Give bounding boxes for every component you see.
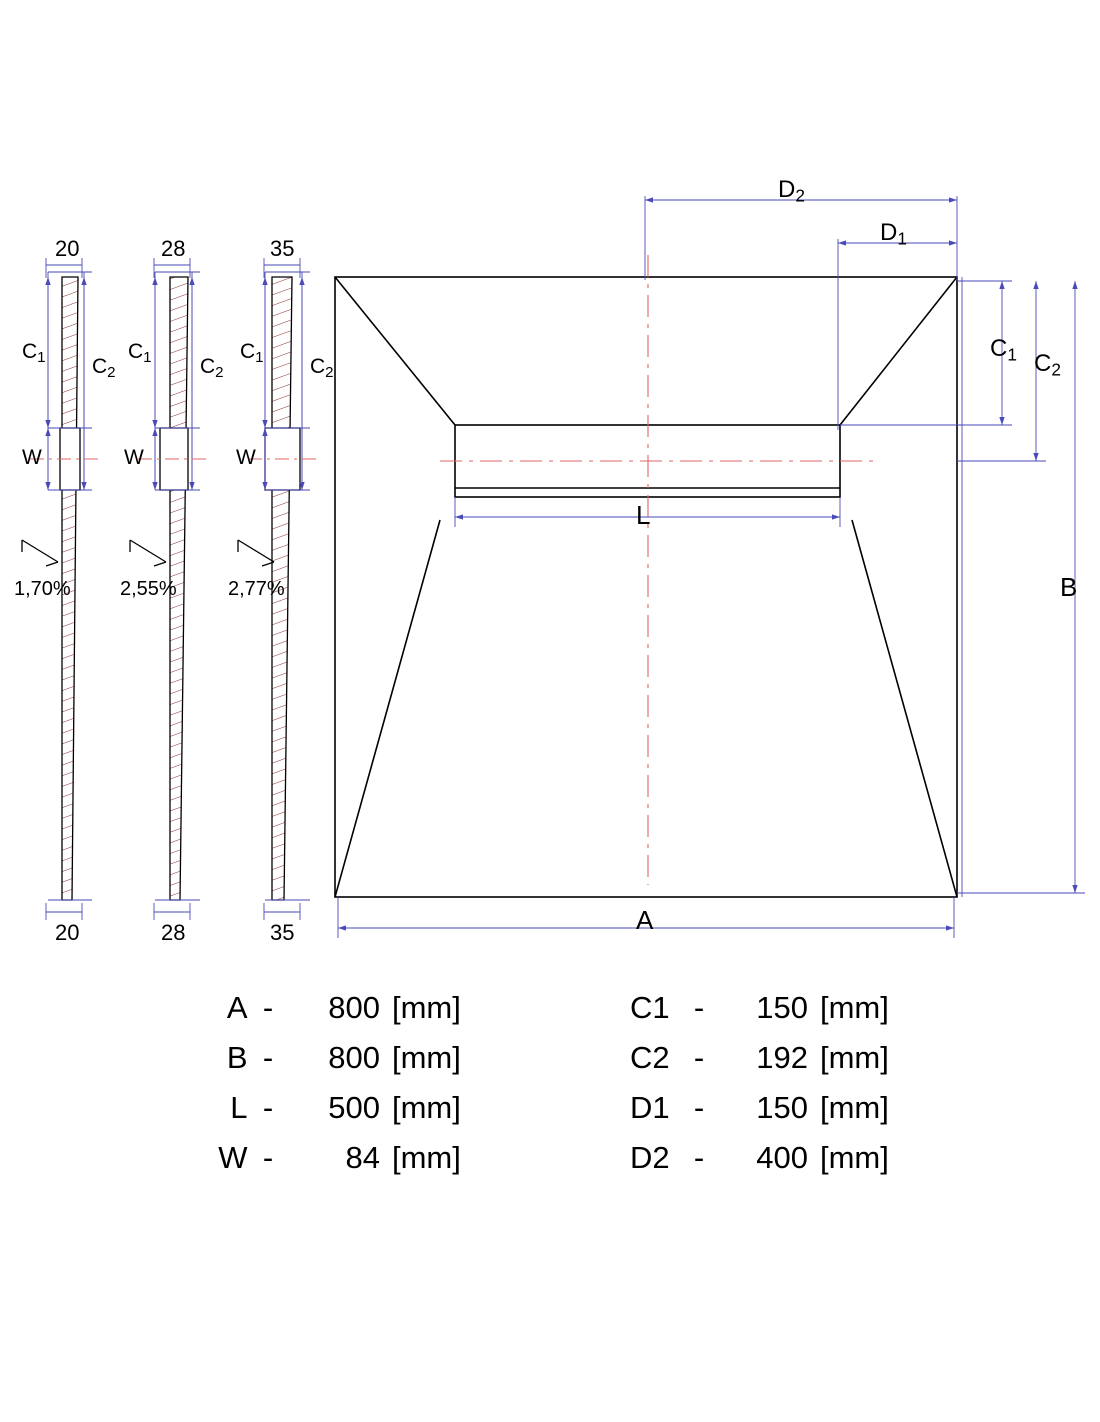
spec-dash: -: [693, 1140, 705, 1175]
section2-c1-label: $C_1$: [128, 340, 152, 366]
spec-unit: [mm]: [392, 990, 461, 1025]
section1-c1-label: $C_1$: [22, 340, 46, 366]
section3-c1-label: $C_1$: [240, 340, 264, 366]
spec-unit: [mm]: [392, 1040, 461, 1075]
spec-row: [190, 1140, 950, 1190]
plan-d1-label: $D_1$: [880, 219, 907, 249]
section3-w-label: W: [236, 446, 256, 469]
section1-top-thickness: 20: [55, 236, 80, 261]
spec-value: 150: [756, 990, 808, 1025]
plan-d2-label: $D_2$: [778, 176, 805, 206]
spec-value: 800: [328, 990, 380, 1025]
spec-dash: -: [693, 1090, 705, 1125]
spec-dash: -: [262, 1140, 274, 1175]
plan-c2-label: $C_2$: [1034, 350, 1061, 380]
spec-symbol: D1: [630, 1090, 670, 1125]
spec-item-b: [190, 1040, 630, 1076]
section1-bottom-thickness: 20: [55, 920, 80, 945]
spec-item-l: [190, 1090, 630, 1126]
section2-w-label: W: [124, 446, 144, 469]
plan-b-label: B: [1060, 572, 1078, 602]
plan-c1-label: $C_1$: [990, 335, 1017, 365]
spec-row: [190, 1090, 950, 1140]
spec-value: 500: [328, 1090, 380, 1125]
spec-symbol: B: [226, 1040, 248, 1075]
spec-unit: [mm]: [820, 1140, 889, 1175]
plan-a-label: A: [636, 905, 654, 935]
specification-table: [190, 990, 950, 1190]
plan-l-label: L: [636, 500, 651, 530]
section3-slope-value: 2,77%: [228, 578, 285, 600]
spec-value: 150: [756, 1090, 808, 1125]
section2-slope-value: 2,55%: [120, 578, 177, 600]
section1-c2-label: $C_2$: [92, 355, 116, 381]
spec-value: 192: [756, 1040, 808, 1075]
section3-top-thickness: 35: [270, 236, 295, 261]
spec-unit: [mm]: [392, 1140, 461, 1175]
spec-item-c2: [630, 1040, 950, 1076]
spec-dash: -: [693, 1040, 705, 1075]
spec-symbol: C2: [630, 1040, 670, 1075]
spec-item-d1: [630, 1090, 950, 1126]
spec-item-d2: [630, 1140, 950, 1176]
spec-dash: -: [262, 1040, 274, 1075]
spec-symbol: A: [226, 990, 248, 1025]
spec-symbol: L: [230, 1090, 248, 1125]
spec-item-c1: [630, 990, 950, 1026]
spec-unit: [mm]: [820, 1090, 889, 1125]
section3-bottom-thickness: 35: [270, 920, 295, 945]
spec-symbol: D2: [630, 1140, 670, 1175]
spec-item-a: [190, 990, 630, 1026]
spec-value: 400: [756, 1140, 808, 1175]
spec-unit: [mm]: [392, 1090, 461, 1125]
section2-c2-label: $C_2$: [200, 355, 224, 381]
spec-row: [190, 990, 950, 1040]
section1-w-label: W: [22, 446, 42, 469]
spec-row: [190, 1040, 950, 1090]
spec-value: 800: [328, 1040, 380, 1075]
section2-bottom-thickness: 28: [161, 920, 186, 945]
section1-slope-value: 1,70%: [14, 578, 71, 600]
spec-dash: -: [262, 1090, 274, 1125]
spec-dash: -: [262, 990, 274, 1025]
spec-unit: [mm]: [820, 990, 889, 1025]
spec-symbol: C1: [630, 990, 670, 1025]
section2-top-thickness: 28: [161, 236, 186, 261]
spec-unit: [mm]: [820, 1040, 889, 1075]
spec-item-w: [190, 1140, 630, 1176]
spec-value: 84: [345, 1140, 380, 1175]
section3-c2-label: $C_2$: [310, 355, 334, 381]
spec-dash: -: [693, 990, 705, 1025]
spec-symbol: W: [218, 1140, 248, 1175]
